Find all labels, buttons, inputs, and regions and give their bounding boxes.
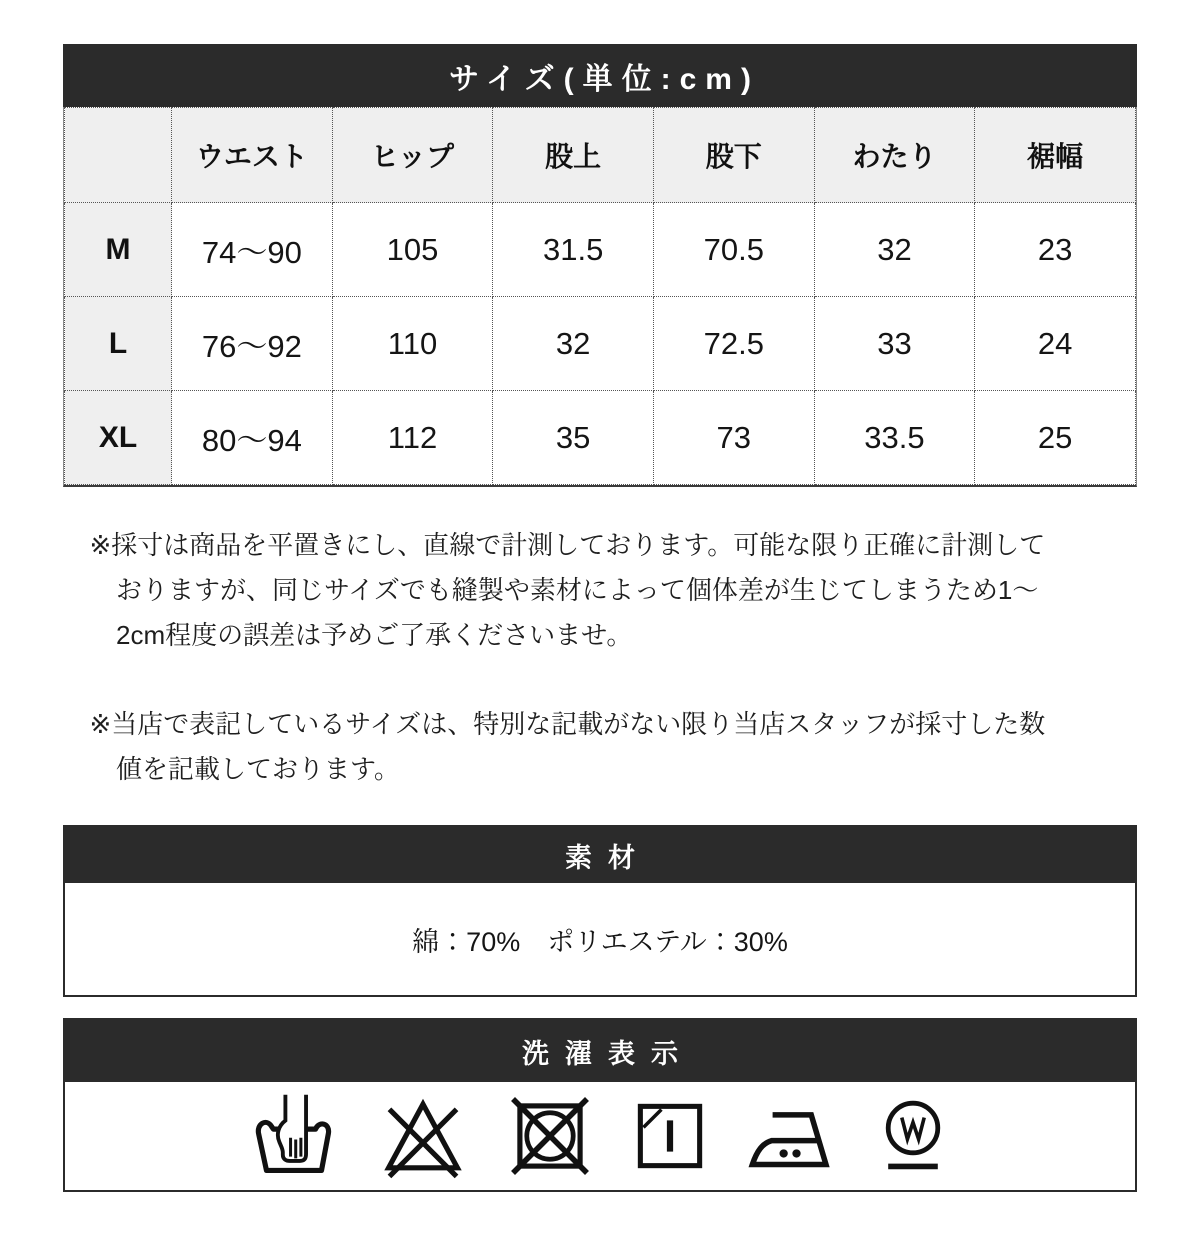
material-title-bar — [65, 827, 1135, 883]
cell-xl-hip: 112 — [332, 391, 493, 485]
note-staff-measured: ※当店で表記しているサイズは、特別な記載がない限り当店スタッフが採寸した数値を記載しております。 — [89, 709, 1046, 784]
hand-wash-icon — [247, 1093, 341, 1179]
cell-m-hip: 105 — [332, 203, 493, 297]
cell-xl-inseam: 73 — [653, 391, 814, 485]
size-table-title-bar — [63, 44, 1137, 107]
cell-m-inseam: 70.5 — [653, 203, 814, 297]
cell-l-inseam: 72.5 — [653, 297, 814, 391]
material-title: 素材 — [565, 842, 651, 873]
laundry-icons-row — [65, 1082, 1135, 1190]
iron-medium-heat-icon — [745, 1094, 837, 1178]
cell-xl-thigh: 33.5 — [814, 391, 975, 485]
do-not-tumble-dry-icon — [505, 1093, 595, 1179]
professional-wet-cleaning-icon — [873, 1093, 953, 1179]
cell-l-hem: 24 — [975, 297, 1136, 391]
cell-l-thigh: 33 — [814, 297, 975, 391]
cell-xl-waist: 80〜94 — [172, 391, 333, 485]
cell-m-hem: 23 — [975, 203, 1136, 297]
column-header-rise: 股上 — [493, 108, 654, 203]
cell-l-waist: 76〜92 — [172, 297, 333, 391]
laundry-title-bar — [65, 1020, 1135, 1082]
size-table — [64, 107, 1136, 485]
corner-cell — [65, 108, 172, 203]
column-header-waist: ウエスト — [172, 108, 333, 203]
cell-m-waist: 74〜90 — [172, 203, 333, 297]
cell-m-rise: 31.5 — [493, 203, 654, 297]
size-label: M — [65, 203, 172, 297]
cell-l-rise: 32 — [493, 297, 654, 391]
size-table-title: サイズ(単位:cm) — [449, 62, 760, 96]
size-label: L — [65, 297, 172, 391]
table-row-xl — [65, 391, 1136, 485]
material-composition: 綿：70% ポリエステル：30% — [412, 926, 788, 957]
line-dry-in-shade-icon — [631, 1094, 709, 1178]
size-table-header-row — [65, 108, 1136, 203]
size-chart-page — [0, 44, 1200, 1192]
cell-xl-rise: 35 — [493, 391, 654, 485]
column-header-inseam: 股下 — [653, 108, 814, 203]
laundry-section — [63, 1018, 1137, 1192]
laundry-title: 洗濯表示 — [522, 1038, 694, 1069]
cell-xl-hem: 25 — [975, 391, 1136, 485]
do-not-bleach-icon — [377, 1093, 469, 1179]
cell-m-thigh: 32 — [814, 203, 975, 297]
column-header-hip: ヒップ — [332, 108, 493, 203]
column-header-hem: 裾幅 — [975, 108, 1136, 203]
size-table-wrapper — [63, 107, 1137, 487]
size-table-section — [63, 44, 1137, 487]
measurement-notes — [63, 523, 1137, 792]
column-header-thigh: わたり — [814, 108, 975, 203]
table-row-m — [65, 203, 1136, 297]
size-label: XL — [65, 391, 172, 485]
material-section — [63, 825, 1137, 997]
table-row-l — [65, 297, 1136, 391]
note-measurement-accuracy: ※採寸は商品を平置きにし、直線で計測しております。可能な限り正確に計測しておりますが、同じサイズでも縫製や素材によって個体差が生じてしまうため1〜2cm程度の誤差は予めご了承くださいませ。 — [89, 530, 1046, 650]
material-body — [65, 883, 1135, 995]
cell-l-hip: 110 — [332, 297, 493, 391]
